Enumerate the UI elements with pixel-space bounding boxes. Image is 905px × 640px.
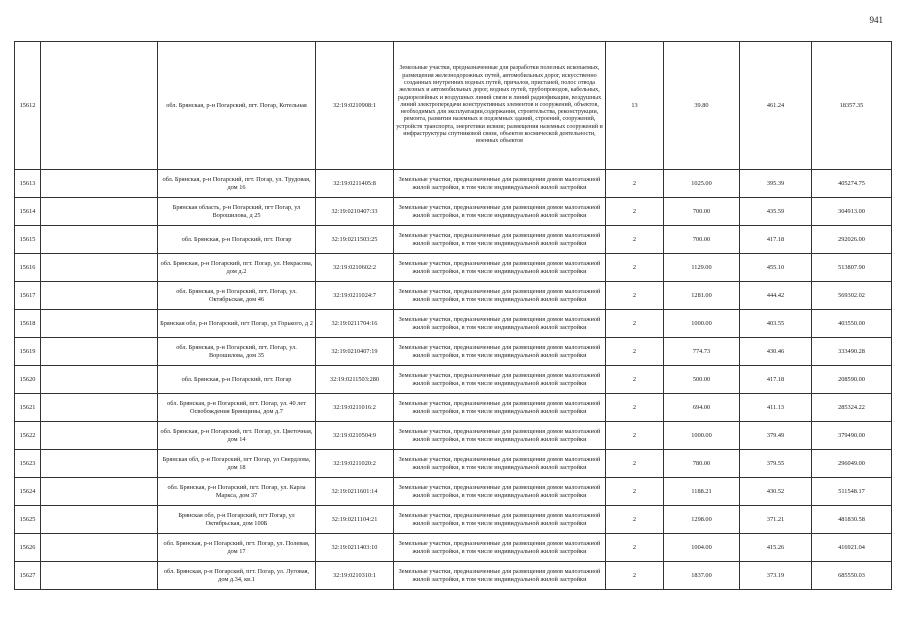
empty-cell xyxy=(41,338,158,366)
empty-cell xyxy=(41,198,158,226)
empty-cell xyxy=(41,478,158,506)
address-cell: обл. Брянская, р-н Погарский, пгт. Погар, ул. Трудовая, дом 16 xyxy=(158,170,316,198)
cadastral-number-cell: 32:19:0210504:9 xyxy=(316,422,394,450)
cadastral-number-cell: 32:19:0210908:1 xyxy=(316,42,394,170)
specific-value-cell: 461.24 xyxy=(740,42,812,170)
group-number-cell: 2 xyxy=(606,534,664,562)
empty-cell xyxy=(41,394,158,422)
area-cell: 1298.00 xyxy=(664,506,740,534)
area-cell: 780.00 xyxy=(664,450,740,478)
land-purpose-cell: Земельные участки, предназначенные для размещения домов малоэтажной жилой застройки, в том числе индивидуальной жилой застройки xyxy=(394,338,606,366)
cadastral-value-cell: 18357.35 xyxy=(812,42,892,170)
cadastral-number-cell: 32:19:0211024:7 xyxy=(316,282,394,310)
cadastral-value-cell: 511548.17 xyxy=(812,478,892,506)
specific-value-cell: 417.18 xyxy=(740,366,812,394)
table-row xyxy=(15,338,892,366)
land-purpose-cell: Земельные участки, предназначенные для размещения домов малоэтажной жилой застройки, в том числе индивидуальной жилой застройки xyxy=(394,506,606,534)
table-row xyxy=(15,170,892,198)
specific-value-cell: 411.13 xyxy=(740,394,812,422)
address-cell: обл. Брянская, р-н Погарский, пгт. Погар, ул. Луговая, дом д.34, кв.1 xyxy=(158,562,316,590)
land-purpose-cell: Земельные участки, предназначенные для разработки полезных ископаемых, размещения железнодорожных путей, автомобильных дорог, искусственно созданных внутренних водных путей, причалов, пристаней, полос отвода железных и автомобильных дорог, водных путей, трубопроводов, кабельных, радиорелейных и воздушных линий связи и линий радиофикации, воздушных линий электропередачи конструктивных элементов и сооружений, объектов, необходимых для эксплуатации,содержания, строительства, реконструкции, ремонта, развития наземных и подземных зданий, строений, сооружений, устройств транспорта, энергетики исвязи; размещения наземных сооружений и инфраструктуры спутниковой связи, объектов космической деятельности, военных объектов xyxy=(394,42,606,170)
empty-cell xyxy=(41,534,158,562)
cadastral-number-cell: 32:19:0211016:2 xyxy=(316,394,394,422)
group-number-cell: 2 xyxy=(606,170,664,198)
cadastral-number-cell: 32:19:0211704:16 xyxy=(316,310,394,338)
row-id: 15614 xyxy=(15,198,41,226)
table-row xyxy=(15,198,892,226)
row-id: 15619 xyxy=(15,338,41,366)
table-row xyxy=(15,450,892,478)
cadastral-value-cell: 296049.00 xyxy=(812,450,892,478)
area-cell: 1129.00 xyxy=(664,254,740,282)
specific-value-cell: 455.10 xyxy=(740,254,812,282)
cadastral-value-cell: 685550.03 xyxy=(812,562,892,590)
cadastral-value-cell: 208590.00 xyxy=(812,366,892,394)
table-row xyxy=(15,562,892,590)
table-row xyxy=(15,310,892,338)
area-cell: 1000.00 xyxy=(664,310,740,338)
land-purpose-cell: Земельные участки, предназначенные для размещения домов малоэтажной жилой застройки, в том числе индивидуальной жилой застройки xyxy=(394,562,606,590)
area-cell: 1025.00 xyxy=(664,170,740,198)
specific-value-cell: 417.18 xyxy=(740,226,812,254)
address-cell: обл. Брянская, р-н Погарский, пгт. Погар, ул. Некрасова, дом д.2 xyxy=(158,254,316,282)
row-id: 15624 xyxy=(15,478,41,506)
cadastral-number-cell: 32:19:0211403:10 xyxy=(316,534,394,562)
area-cell: 1281.00 xyxy=(664,282,740,310)
table-row xyxy=(15,422,892,450)
cadastral-value-cell: 513807.90 xyxy=(812,254,892,282)
specific-value-cell: 379.55 xyxy=(740,450,812,478)
empty-cell xyxy=(41,282,158,310)
area-cell: 1188.21 xyxy=(664,478,740,506)
cadastral-value-cell: 304913.00 xyxy=(812,198,892,226)
table-row xyxy=(15,42,892,170)
address-cell: Брянская обл, р-н Погарский, пгт Погар, ул Свердлова, дом 18 xyxy=(158,450,316,478)
land-purpose-cell: Земельные участки, предназначенные для размещения домов малоэтажной жилой застройки, в том числе индивидуальной жилой застройки xyxy=(394,422,606,450)
specific-value-cell: 371.21 xyxy=(740,506,812,534)
table-row xyxy=(15,534,892,562)
page-number: 941 xyxy=(869,15,883,25)
specific-value-cell: 430.52 xyxy=(740,478,812,506)
address-cell: обл. Брянская, р-н Погарский, пгт. Погар, ул. Полевая, дом 17 xyxy=(158,534,316,562)
specific-value-cell: 430.46 xyxy=(740,338,812,366)
land-purpose-cell: Земельные участки, предназначенные для размещения домов малоэтажной жилой застройки, в том числе индивидуальной жилой застройки xyxy=(394,394,606,422)
land-purpose-cell: Земельные участки, предназначенные для размещения домов малоэтажной жилой застройки, в том числе индивидуальной жилой застройки xyxy=(394,226,606,254)
group-number-cell: 2 xyxy=(606,254,664,282)
specific-value-cell: 403.55 xyxy=(740,310,812,338)
address-cell: Брянская обл, р-н Погарский, пгт Погар, ул Горького, д 2 xyxy=(158,310,316,338)
row-id: 15625 xyxy=(15,506,41,534)
cadastral-number-cell: 32:19:0210407:19 xyxy=(316,338,394,366)
cadastral-number-cell: 32:19:0211503:280 xyxy=(316,366,394,394)
row-id: 15617 xyxy=(15,282,41,310)
cadastral-number-cell: 32:19:0210407:33 xyxy=(316,198,394,226)
row-id: 15623 xyxy=(15,450,41,478)
land-purpose-cell: Земельные участки, предназначенные для размещения домов малоэтажной жилой застройки, в том числе индивидуальной жилой застройки xyxy=(394,282,606,310)
table-row xyxy=(15,366,892,394)
address-cell: обл. Брянская, р-н Погарский, пгт. Погар, ул. Карла Маркса, дом 37 xyxy=(158,478,316,506)
cadastral-value-cell: 292026.00 xyxy=(812,226,892,254)
cadastral-number-cell: 32:19:0211601:14 xyxy=(316,478,394,506)
row-id: 15620 xyxy=(15,366,41,394)
specific-value-cell: 415.26 xyxy=(740,534,812,562)
cadastral-number-cell: 32:19:0211503:25 xyxy=(316,226,394,254)
empty-cell xyxy=(41,254,158,282)
area-cell: 1000.00 xyxy=(664,422,740,450)
group-number-cell: 2 xyxy=(606,450,664,478)
cadastral-number-cell: 32:19:0211405:8 xyxy=(316,170,394,198)
row-id: 15615 xyxy=(15,226,41,254)
group-number-cell: 2 xyxy=(606,422,664,450)
table-row xyxy=(15,226,892,254)
land-purpose-cell: Земельные участки, предназначенные для размещения домов малоэтажной жилой застройки, в том числе индивидуальной жилой застройки xyxy=(394,450,606,478)
group-number-cell: 2 xyxy=(606,478,664,506)
row-id: 15618 xyxy=(15,310,41,338)
land-purpose-cell: Земельные участки, предназначенные для размещения домов малоэтажной жилой застройки, в том числе индивидуальной жилой застройки xyxy=(394,310,606,338)
address-cell: обл. Брянская, р-н Погарский, пгт. Погар xyxy=(158,226,316,254)
group-number-cell: 2 xyxy=(606,366,664,394)
table-row xyxy=(15,394,892,422)
area-cell: 1004.00 xyxy=(664,534,740,562)
address-cell: обл. Брянская, р-н Погарский, пгт. Погар, ул. Цветочная, дом 14 xyxy=(158,422,316,450)
group-number-cell: 13 xyxy=(606,42,664,170)
cadastral-number-cell: 32:19:0210602:2 xyxy=(316,254,394,282)
address-cell: обл. Брянская, р-н Погарский, пгт. Погар, Котельная xyxy=(158,42,316,170)
group-number-cell: 2 xyxy=(606,198,664,226)
specific-value-cell: 444.42 xyxy=(740,282,812,310)
address-cell: Брянская область, р-н Погарский, пгт Погар, ул Ворошилова, д 25 xyxy=(158,198,316,226)
row-id: 15621 xyxy=(15,394,41,422)
cadastral-value-cell: 416921.04 xyxy=(812,534,892,562)
area-cell: 700.00 xyxy=(664,198,740,226)
cadastral-value-cell: 285324.22 xyxy=(812,394,892,422)
cadastral-value-table xyxy=(14,41,892,590)
empty-cell xyxy=(41,226,158,254)
empty-cell xyxy=(41,366,158,394)
table-row xyxy=(15,478,892,506)
specific-value-cell: 395.39 xyxy=(740,170,812,198)
group-number-cell: 2 xyxy=(606,338,664,366)
row-id: 15626 xyxy=(15,534,41,562)
address-cell: обл. Брянская, р-н Погарский, пгт. Погар, ул. 40 лет Освобождения Брянщины, дом д.7 xyxy=(158,394,316,422)
cadastral-value-cell: 333490.28 xyxy=(812,338,892,366)
land-purpose-cell: Земельные участки, предназначенные для размещения домов малоэтажной жилой застройки, в том числе индивидуальной жилой застройки xyxy=(394,366,606,394)
land-purpose-cell: Земельные участки, предназначенные для размещения домов малоэтажной жилой застройки, в том числе индивидуальной жилой застройки xyxy=(394,170,606,198)
address-cell: обл. Брянская, р-н Погарский, пгт. Погар xyxy=(158,366,316,394)
empty-cell xyxy=(41,450,158,478)
specific-value-cell: 435.59 xyxy=(740,198,812,226)
table-row xyxy=(15,282,892,310)
empty-cell xyxy=(41,562,158,590)
empty-cell xyxy=(41,170,158,198)
cadastral-number-cell: 32:19:0211020:2 xyxy=(316,450,394,478)
area-cell: 774.73 xyxy=(664,338,740,366)
group-number-cell: 2 xyxy=(606,310,664,338)
row-id: 15622 xyxy=(15,422,41,450)
group-number-cell: 2 xyxy=(606,282,664,310)
cadastral-value-cell: 405274.75 xyxy=(812,170,892,198)
area-cell: 39.80 xyxy=(664,42,740,170)
land-purpose-cell: Земельные участки, предназначенные для размещения домов малоэтажной жилой застройки, в том числе индивидуальной жилой застройки xyxy=(394,478,606,506)
specific-value-cell: 379.49 xyxy=(740,422,812,450)
area-cell: 500.00 xyxy=(664,366,740,394)
row-id: 15627 xyxy=(15,562,41,590)
area-cell: 700.00 xyxy=(664,226,740,254)
land-purpose-cell: Земельные участки, предназначенные для размещения домов малоэтажной жилой застройки, в том числе индивидуальной жилой застройки xyxy=(394,198,606,226)
empty-cell xyxy=(41,42,158,170)
group-number-cell: 2 xyxy=(606,506,664,534)
address-cell: Брянская обл, р-н Погарский, пгт Погар, ул Октябрьская, дом 100Б xyxy=(158,506,316,534)
area-cell: 694.00 xyxy=(664,394,740,422)
row-id: 15616 xyxy=(15,254,41,282)
row-id: 15613 xyxy=(15,170,41,198)
row-id: 15612 xyxy=(15,42,41,170)
group-number-cell: 2 xyxy=(606,226,664,254)
cadastral-value-cell: 481830.58 xyxy=(812,506,892,534)
specific-value-cell: 373.19 xyxy=(740,562,812,590)
cadastral-value-cell: 379490.00 xyxy=(812,422,892,450)
cadastral-number-cell: 32:19:0210310:1 xyxy=(316,562,394,590)
land-purpose-cell: Земельные участки, предназначенные для размещения домов малоэтажной жилой застройки, в том числе индивидуальной жилой застройки xyxy=(394,534,606,562)
group-number-cell: 2 xyxy=(606,562,664,590)
group-number-cell: 2 xyxy=(606,394,664,422)
cadastral-value-cell: 403550.00 xyxy=(812,310,892,338)
area-cell: 1837.00 xyxy=(664,562,740,590)
empty-cell xyxy=(41,506,158,534)
address-cell: обл. Брянская, р-н Погарский, пгт. Погар, ул. Ворошилова, дом 35 xyxy=(158,338,316,366)
empty-cell xyxy=(41,310,158,338)
empty-cell xyxy=(41,422,158,450)
table-row xyxy=(15,506,892,534)
land-purpose-cell: Земельные участки, предназначенные для размещения домов малоэтажной жилой застройки, в том числе индивидуальной жилой застройки xyxy=(394,254,606,282)
address-cell: обл. Брянская, р-н Погарский, пгт. Погар, ул. Октябрьская, дом 46 xyxy=(158,282,316,310)
cadastral-number-cell: 32:19:0211104:21 xyxy=(316,506,394,534)
table-row xyxy=(15,254,892,282)
cadastral-value-cell: 569302.02 xyxy=(812,282,892,310)
